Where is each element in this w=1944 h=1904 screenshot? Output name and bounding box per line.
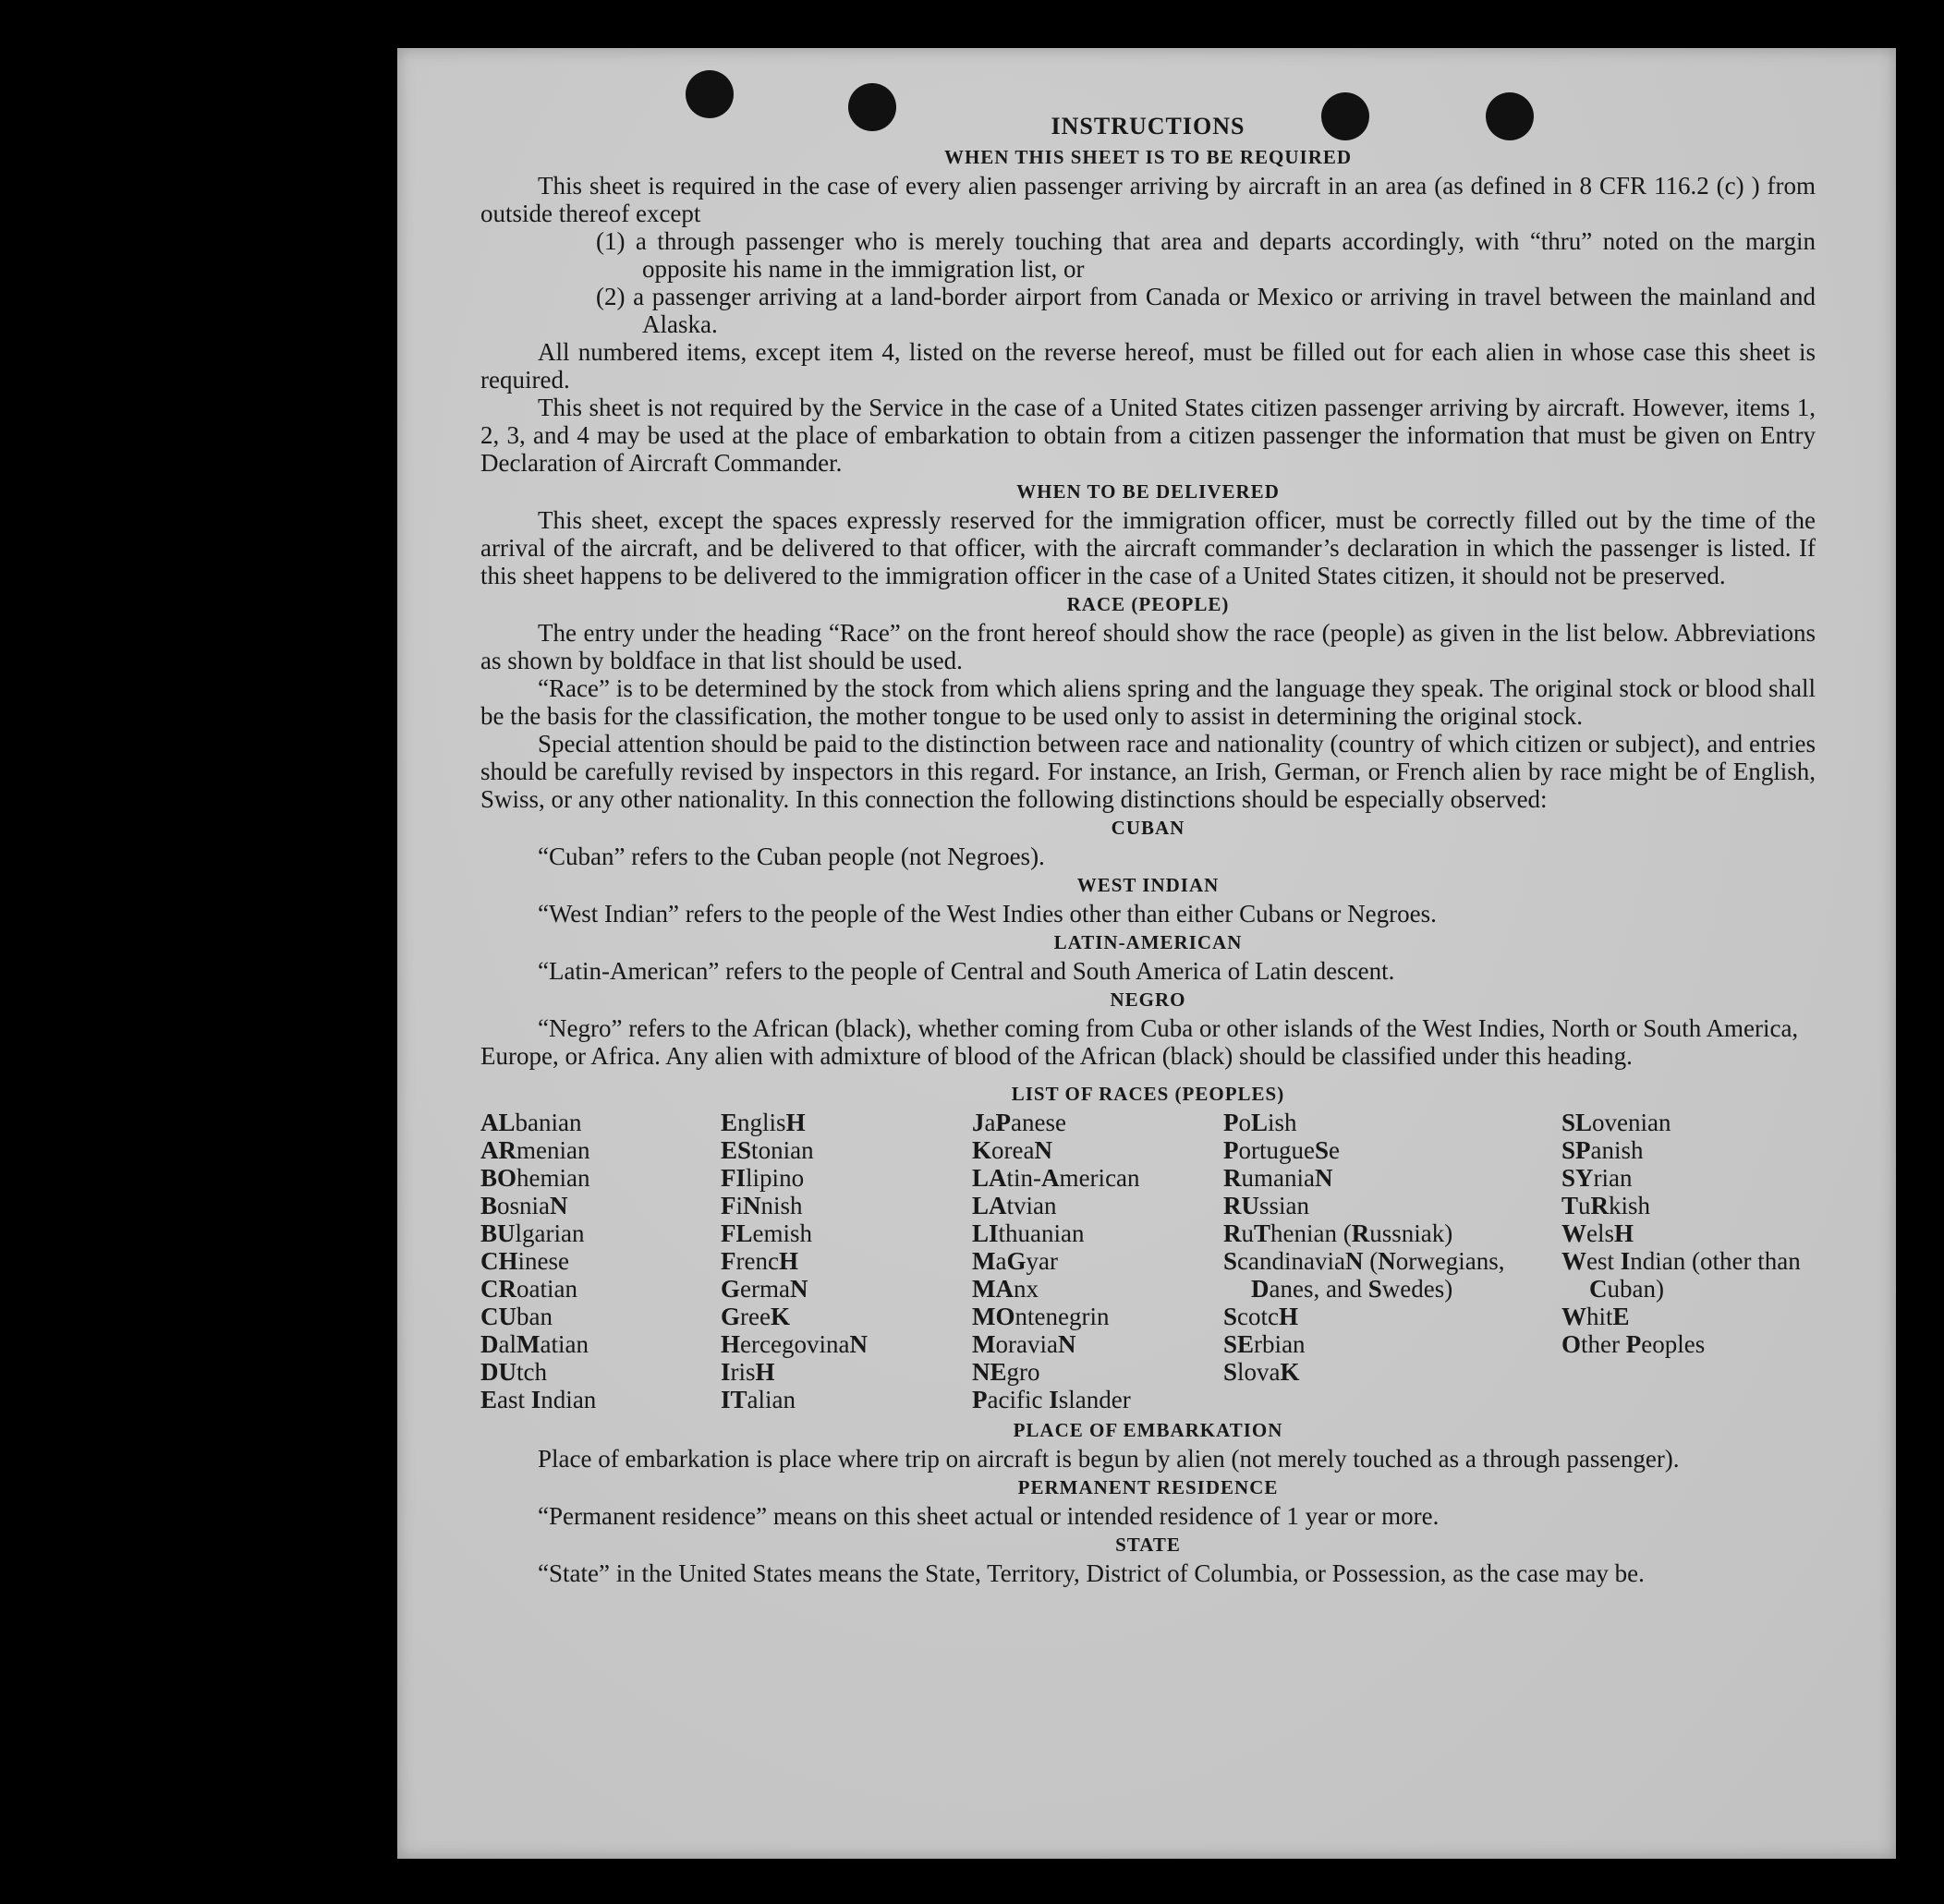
race-list-item: GreeK xyxy=(721,1303,790,1330)
race-para-2: “Race” is to be determined by the stock from which aliens spring and the language they speak. The original stock or blood shall be the basis for the classification, the mother tongue to be used only to assist in determining the original stock. xyxy=(480,674,1816,730)
when-required-intro: This sheet is required in the case of every alien passenger arriving by aircraft in an area (as defined in 8 CFR 116.2 (c) ) from outside thereof except xyxy=(480,172,1816,227)
document-sheet xyxy=(397,48,1896,1859)
race-list-item: CRoatian xyxy=(480,1275,577,1303)
race-list-item: FIlipino xyxy=(721,1164,805,1192)
race-list-item: EStonian xyxy=(721,1136,814,1164)
race-list-item: LIthuanian xyxy=(972,1219,1085,1247)
race-list-item: SYrian xyxy=(1561,1164,1633,1192)
race-list-item: RUssian xyxy=(1223,1192,1310,1219)
race-list-item: FrencH xyxy=(721,1247,798,1275)
race-list-item: JaPanese xyxy=(972,1109,1066,1136)
definition-text: “West Indian” refers to the people of the West Indies other than either Cubans or Negroes. xyxy=(538,900,1437,928)
race-list-item: SlovaK xyxy=(1223,1358,1300,1386)
punch-hole xyxy=(686,70,734,118)
section-title-when-required: WHEN THIS SHEET IS TO BE REQUIRED xyxy=(943,146,1353,168)
race-list-item: CUban xyxy=(480,1303,553,1330)
race-list-item: DalMatian xyxy=(480,1330,589,1358)
definition-title: WEST INDIAN xyxy=(1076,874,1220,896)
when-delivered-text: This sheet, except the spaces expressly reserved for the immigration officer, must be correctly filled out by the time of the arrival of the aircraft, and be delivered to that officer, with the aircraft commander’s declaration in which the passenger is listed. If this sheet happens to be delivered to the immigration officer in the case of a United States citizen, it should not be preserved. xyxy=(480,506,1816,589)
race-list-item: PoLish xyxy=(1223,1109,1297,1136)
race-list-item: ScotcH xyxy=(1223,1303,1299,1330)
race-list-item: KoreaN xyxy=(972,1136,1052,1164)
definition-text: “Cuban” refers to the Cuban people (not Negroes). xyxy=(538,843,1045,870)
race-list-item: LAtin-American xyxy=(972,1164,1140,1192)
race-column xyxy=(480,1109,721,1413)
exception-item-1: (1) a through passenger who is merely touching that area and departs accordingly, with “thru” noted on the margin opposite his name in the immigration list, or xyxy=(596,227,1816,283)
race-list-item: MoraviaN xyxy=(972,1330,1076,1358)
when-required-para-3: This sheet is not required by the Service in the case of a United States citizen passenger arriving by aircraft. However, items 1, 2, 3, and 4 may be used at the place of embarkation to obtain from a citizen passenger the information that must be given on Entry Declaration of Aircraft Commander. xyxy=(480,394,1816,477)
definition-text: “Negro” refers to the African (black), whether coming from Cuba or other islands of the West Indies, North or South America, Europe, or Africa. Any alien with admixture of blood of the African (black) should be classified under this heading. xyxy=(480,1014,1799,1070)
race-column xyxy=(1561,1109,1820,1413)
permanent-residence-text: “Permanent residence” means on this sheet actual or intended residence of 1 year or more. xyxy=(538,1502,1440,1530)
race-list xyxy=(480,1109,1816,1413)
race-list-item: BUlgarian xyxy=(480,1219,585,1247)
race-list-item: CHinese xyxy=(480,1247,570,1275)
section-title-embarkation: PLACE OF EMBARKATION xyxy=(1013,1419,1283,1441)
instructions-content xyxy=(480,113,1816,1587)
race-list-item: SPanish xyxy=(1561,1136,1644,1164)
definition-title: LATIN-AMERICAN xyxy=(1053,931,1243,953)
race-list-item: HercegovinaN xyxy=(721,1330,868,1358)
race-list-item: East Indian xyxy=(480,1386,597,1413)
page-title: INSTRUCTIONS xyxy=(1051,113,1245,139)
race-column xyxy=(972,1109,1223,1413)
race-list-item: BOhemian xyxy=(480,1164,590,1192)
exception-item-2: (2) a passenger arriving at a land-border airport from Canada or Mexico or arriving in travel between the mainland and Alaska. xyxy=(596,283,1816,338)
state-text: “State” in the United States means the State, Territory, District of Columbia, or Possession, as the case may be. xyxy=(538,1559,1645,1587)
when-required-para-2: All numbered items, except item 4, listed on the reverse hereof, must be filled out for each alien in whose case this sheet is required. xyxy=(480,338,1816,394)
list-of-races-title: LIST OF RACES (PEOPLES) xyxy=(1011,1083,1285,1105)
race-list-item: EnglisH xyxy=(721,1109,806,1136)
race-list-item: IrisH xyxy=(721,1358,775,1386)
section-title-when-delivered: WHEN TO BE DELIVERED xyxy=(1016,480,1280,503)
race-list-item: Other Peoples xyxy=(1561,1330,1706,1358)
race-list-item: MaGyar xyxy=(972,1247,1058,1275)
race-list-item: ALbanian xyxy=(480,1109,582,1136)
race-list-item: MOntenegrin xyxy=(972,1303,1110,1330)
race-list-item: FiNnish xyxy=(721,1192,803,1219)
race-list-item: MAnx xyxy=(972,1275,1039,1303)
race-list-item: SErbian xyxy=(1223,1330,1306,1358)
definition-text: “Latin-American” refers to the people of Central and South America of Latin descent. xyxy=(538,957,1395,985)
race-para-3: Special attention should be paid to the distinction between race and nationality (country of which citizen or subject), and entries should be carefully revised by inspectors in this regard. For instance, an Irish, German, or French alien by race might be of English, Swiss, or any other nationality. In this connection the following distinctions should be especially observed: xyxy=(480,730,1816,813)
section-title-race: RACE (PEOPLE) xyxy=(1066,593,1230,615)
race-list-item: RumaniaN xyxy=(1223,1164,1333,1192)
embarkation-text: Place of embarkation is place where trip on aircraft is begun by alien (not merely touched as a through passenger). xyxy=(538,1445,1680,1473)
race-column xyxy=(721,1109,972,1413)
section-title-state: STATE xyxy=(1115,1534,1181,1556)
race-list-item: BosniaN xyxy=(480,1192,568,1219)
race-list-item: SLovenian xyxy=(1561,1109,1671,1136)
race-list-item: ITalian xyxy=(721,1386,796,1413)
race-list-item: West Indian (other than Cuban) xyxy=(1561,1247,1801,1303)
race-list-item: ScandinaviaN (Norwegians, Danes, and Swedes) xyxy=(1223,1247,1505,1303)
race-list-item: Pacific Islander xyxy=(972,1386,1131,1413)
definition-title: CUBAN xyxy=(1111,817,1185,839)
race-list-item: PortugueSe xyxy=(1223,1136,1341,1164)
race-list-item: DUtch xyxy=(480,1358,547,1386)
race-list-item: TuRkish xyxy=(1561,1192,1651,1219)
race-list-item: FLemish xyxy=(721,1219,813,1247)
section-title-permanent-residence: PERMANENT RESIDENCE xyxy=(1017,1476,1279,1498)
race-column xyxy=(1223,1109,1561,1413)
race-list-item: WelsH xyxy=(1561,1219,1634,1247)
race-list-item: ARmenian xyxy=(480,1136,590,1164)
race-list-item: LAtvian xyxy=(972,1192,1057,1219)
race-list-item: GermaN xyxy=(721,1275,808,1303)
race-para-1: The entry under the heading “Race” on the front hereof should show the race (people) as given in the list below. Abbreviations as shown by boldface in that list should be used. xyxy=(480,619,1816,674)
race-list-item: RuThenian (Russniak) xyxy=(1223,1219,1453,1247)
race-list-item: WhitE xyxy=(1561,1303,1630,1330)
race-list-item: NEgro xyxy=(972,1358,1040,1386)
definition-title: NEGRO xyxy=(1110,988,1186,1011)
